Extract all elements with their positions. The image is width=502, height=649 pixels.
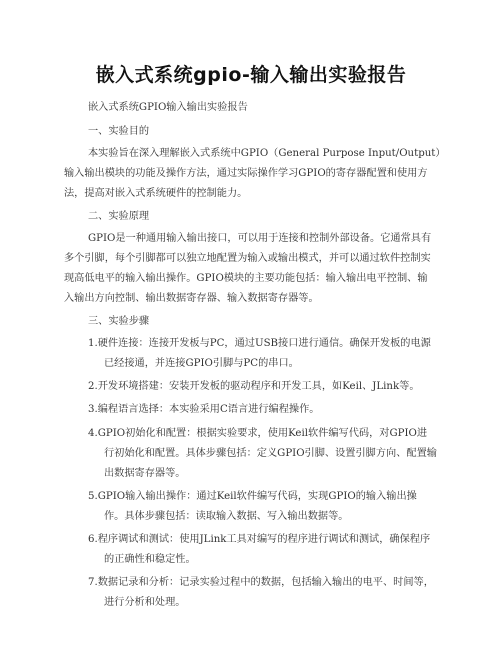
step-item: 7.数据记录和分析：记录实验过程中的数据，包括输入输出的电平、时间等， [88, 577, 434, 588]
step-item-continuation: 已经接通，并连接GPIO引脚与PC的串口。 [104, 358, 299, 369]
paragraph-line: 现高低电平的输入输出操作。GPIO模块的主要功能包括：输入输出电平控制、输 [64, 273, 428, 284]
paragraph-line: 入输出方向控制、输出数据寄存器、输入数据寄存器等。 [64, 293, 319, 304]
step-item-continuation: 作。具体步骤包括：读取输入数据、写入输出数据等。 [104, 511, 349, 522]
paragraph-line: GPIO是一种通用输入输出接口，可以用于连接和控制外部设备。它通常具有 [88, 233, 432, 244]
step-item-continuation: 出数据寄存器等。 [104, 468, 186, 479]
paragraph-line: 法，提高对嵌入式系统硬件的控制能力。 [64, 188, 248, 199]
step-item: 2.开发环境搭建：安装开发板的驱动程序和开发工具，如Keil、JLink等。 [88, 381, 420, 392]
step-item: 6.程序调试和测试：使用JLink工具对编写的程序进行调试和测试，确保程序 [88, 534, 431, 545]
step-item-continuation: 行初始化和配置。具体步骤包括：定义GPIO引脚、设置引脚方向、配置输 [104, 448, 437, 459]
step-item: 3.编程语言选择：本实验采用C语言进行编程操作。 [88, 404, 320, 415]
document-subtitle: 嵌入式系统GPIO输入输出实验报告 [88, 102, 248, 113]
paragraph-line: 输入输出模块的功能及操作方法，通过实际操作学习GPIO的寄存器配置和使用方 [64, 168, 428, 179]
section-heading-purpose: 一、实验目的 [88, 126, 150, 137]
step-item: 5.GPIO输入输出操作：通过Keil软件编写代码，实现GPIO的输入输出操 [88, 491, 417, 502]
document-title: 嵌入式系统gpio-输入输出实验报告 [95, 64, 407, 86]
step-item-continuation: 的正确性和稳定性。 [104, 554, 196, 565]
step-item-continuation: 进行分析和处理。 [104, 597, 186, 608]
paragraph-line: 多个引脚，每个引脚都可以独立地配置为输入或输出模式，并可以通过软件控制实 [64, 253, 431, 264]
section-heading-steps: 三、实验步骤 [88, 316, 150, 327]
step-item: 4.GPIO初始化和配置：根据实验要求，使用Keil软件编写代码，对GPIO进 [88, 428, 428, 439]
section-heading-principle: 二、实验原理 [88, 211, 150, 222]
step-item: 1.硬件连接：连接开发板与PC，通过USB接口进行通信。确保开发板的电源 [88, 338, 431, 349]
paragraph-line: 本实验旨在深入理解嵌入式系统中GPIO（General Purpose Input/Output） [88, 148, 446, 159]
